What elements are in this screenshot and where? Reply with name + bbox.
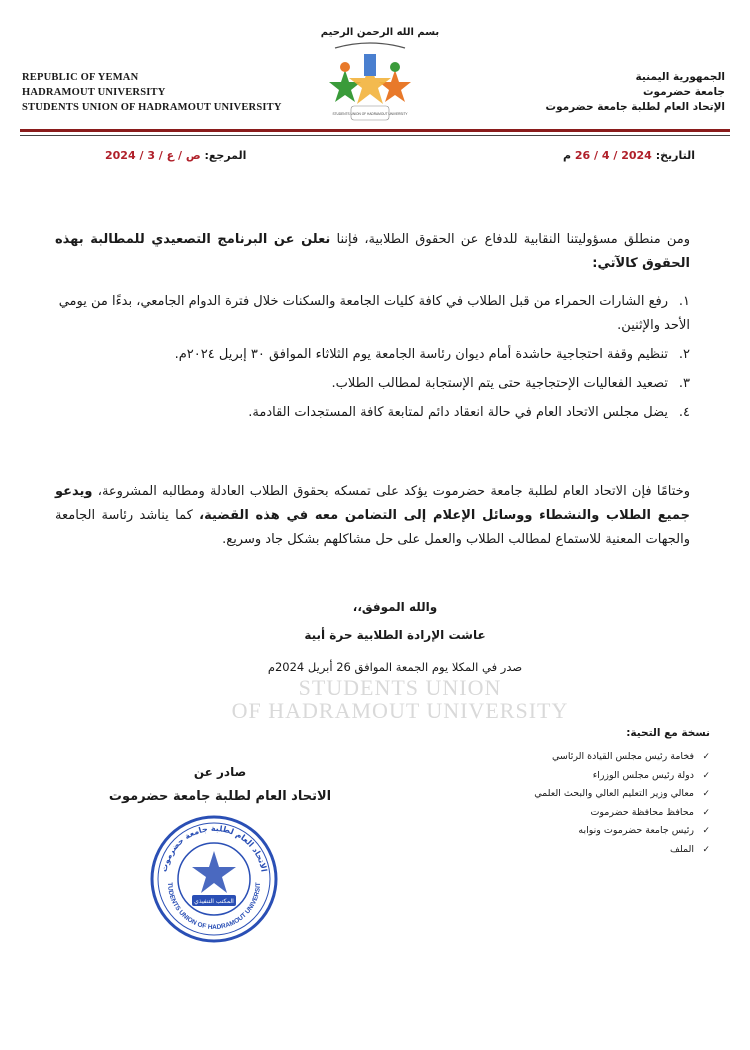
arabic-letterhead	[546, 70, 725, 115]
watermark-line2: OF HADRAMOUT UNIVERSITY	[231, 698, 569, 723]
issuer-line2: الاتحاد العام لطلبة جامعة حضرموت	[108, 789, 332, 804]
seal-ring-text-en: TUDENTS UNION OF HADRAMOUT UNIVERSIT	[165, 882, 263, 932]
ref-label: المرجع:	[204, 149, 247, 162]
copies-item-text: معالي وزير التعليم العالي والبحث العلمي	[534, 788, 694, 799]
copies-item	[430, 767, 710, 786]
check-icon: ✓	[702, 789, 710, 799]
check-icon: ✓	[702, 807, 710, 818]
arabic-line-university: جامعة حضرموت	[642, 86, 725, 98]
check-icon: ✓	[702, 752, 710, 762]
copies-item	[430, 804, 710, 823]
copies-list	[430, 748, 710, 859]
signoff-line2: عاشت الإرادة الطلابية حرة أبية	[304, 628, 486, 642]
signoff-line3: صدر في المكلا يوم الجمعة الموافق 26 أبريل 2024م	[267, 660, 523, 674]
arabic-line-country: الجمهورية اليمنية	[635, 71, 725, 83]
list-item-number: ٢.	[678, 347, 690, 362]
closing-part1: وختامًا فإن الاتحاد العام لطلبة جامعة حضرموت يؤكد على تمسكه بحقوق الطلاب العادلة ومطالبه المشروعة،	[92, 484, 690, 499]
intro-bold: نعلن عن البرنامج التصعيدي للمطالبة بهذه الحقوق كالآتي:	[55, 232, 690, 271]
copies-item-text: رئيس جامعة حضرموت ونوابه	[578, 825, 694, 836]
date-label: التاريخ:	[655, 149, 695, 162]
copies-item	[430, 785, 710, 804]
copies-item-text: دولة رئيس مجلس الوزراء	[592, 769, 694, 781]
copies-item-text: الملف	[669, 843, 694, 855]
closing-part3: كما يناشد رئاسة الجامعة والجهات المعنية للاستماع لمطالب الطلاب والعمل على حل مشاكلهم بشكل جاد وسريع.	[55, 508, 690, 547]
header-rule-thin	[20, 135, 730, 136]
copies-item	[430, 841, 710, 860]
copies-item-text: فخامة رئيس مجلس القيادة الرئاسي	[551, 751, 694, 762]
list-item-text: يضل مجلس الاتحاد العام في حالة انعقاد دائم لمتابعة كافة المستجدات القادمة.	[248, 405, 668, 420]
english-letterhead	[22, 70, 282, 115]
list-item	[55, 343, 690, 367]
copies-item-text: محافظ محافظة حضرموت	[590, 806, 694, 818]
english-line-union: STUDENTS UNION OF HADRAMOUT UNIVERSITY	[22, 102, 282, 113]
issuer-block	[100, 765, 340, 804]
check-icon: ✓	[702, 844, 710, 855]
closing-paragraph	[55, 480, 690, 552]
date-line	[563, 149, 695, 162]
list-item	[55, 401, 690, 425]
list-item	[55, 290, 690, 338]
english-line-university: HADRAMOUT UNIVERSITY	[22, 87, 166, 98]
seal-ring-text: الاتحاد العام لطلبة جامعة حضرموت	[159, 823, 269, 873]
action-list	[55, 290, 690, 430]
ref-value: ص / ع / 3 / 2024	[105, 149, 201, 162]
seal-center-text: المكتب التنفيذي	[194, 898, 234, 905]
list-item-text: رفع الشارات الحمراء من قبل الطلاب في كافة كليات الجامعة والسكنات خلال فترة الدوام الجامعي، بدءًا من يومي الأحد والإثنين.	[58, 294, 690, 333]
arabic-line-union: الإتحاد العام لطلبة جامعة حضرموت	[545, 101, 725, 113]
copies-item	[430, 748, 710, 767]
english-line-country: REPUBLIC OF YEMAN	[22, 72, 139, 83]
signoff-line1: والله الموفق،،	[352, 600, 438, 614]
date-value: 26 / 4 / 2024	[574, 149, 652, 162]
header-rule-thick	[20, 129, 730, 132]
check-icon: ✓	[702, 770, 710, 781]
list-item-number: ٤.	[678, 405, 690, 420]
list-item	[55, 372, 690, 396]
copies-title: نسخة مع التحية:	[626, 727, 710, 739]
logo-caption: STUDENTS UNION OF HADRAMOUT UNIVERSITY	[332, 112, 408, 116]
issuer-line1: صادر عن	[193, 765, 247, 779]
intro-paragraph	[55, 228, 690, 276]
reference-line	[105, 149, 246, 162]
check-icon: ✓	[702, 826, 710, 836]
list-item-number: ٣.	[678, 376, 690, 391]
date-suffix: م	[563, 149, 572, 162]
list-item-text: تنظيم وقفة احتجاجية حاشدة أمام ديوان رئاسة الجامعة يوم الثلاثاء الموافق ٣٠ إبريل ٢٠٢٤م.	[174, 347, 668, 362]
copies-item	[430, 822, 710, 841]
closing-bold: ويدعو جميع الطلاب والنشطاء ووسائل الإعلام إلى التضامن معه في هذه القضية،	[55, 484, 690, 523]
union-logo	[315, 40, 425, 130]
basmala: بسم الله الرحمن الرحيم	[320, 27, 440, 38]
intro-normal: ومن منطلق مسؤوليتنا النقابية للدفاع عن الحقوق الطلابية، فإننا	[330, 232, 690, 247]
list-item-number: ١.	[678, 294, 690, 309]
watermark-line1: STUDENTS UNION	[298, 675, 502, 700]
list-item-text: تصعيد الفعاليات الإحتجاجية حتى يتم الإستجابة لمطالب الطلاب.	[331, 376, 668, 391]
official-seal	[148, 813, 280, 945]
